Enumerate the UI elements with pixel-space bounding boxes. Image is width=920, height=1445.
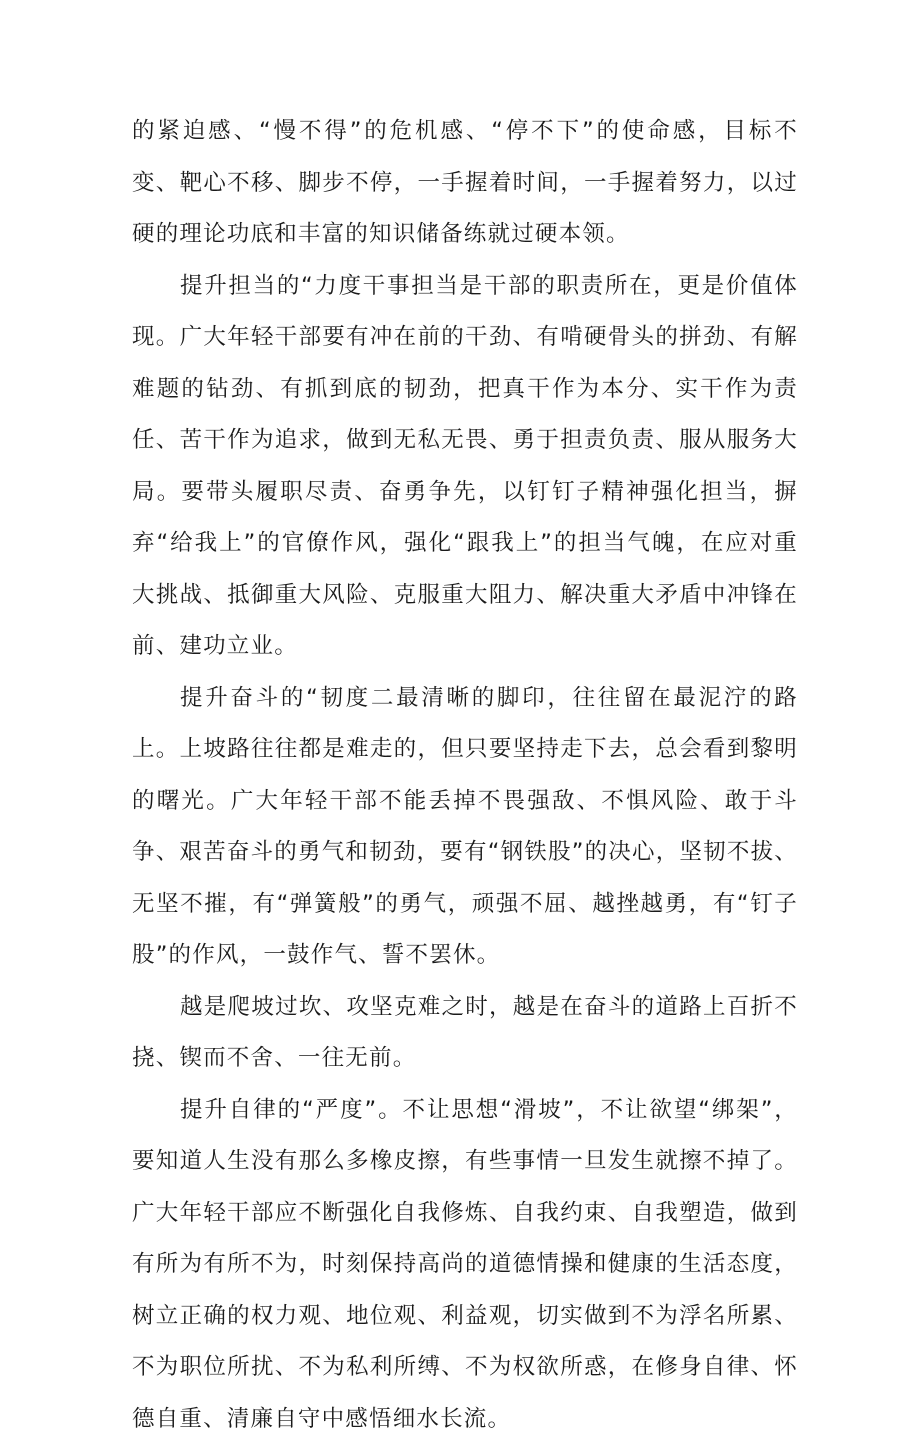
paragraph-continuation: 的紧迫感、“慢不得”的危机感、“停不下”的使命感，目标不变、靶心不移、脚步不停，一手握着时间，一手握着努力，以过硬的理论功底和丰富的知识储备练就过硬本领。 [132, 106, 798, 261]
paragraph-perseverance: 提升奋斗的“韧度二最清晰的脚印，往往留在最泥泞的路上。上坡路往往都是难走的，但只要坚持走下去，总会看到黎明的曙光。广大年轻干部不能丢掉不畏强敌、不惧风险、敢于斗争、艰苦奋斗的勇气和韧劲，要有“钢铁股”的决心，坚韧不拔、无坚不摧，有“弹簧般”的勇气，顽强不屈、越挫越勇，有“钉子股”的作风，一鼓作气、誓不罢休。 [132, 673, 798, 982]
paragraph-struggle: 越是爬坡过坎、攻坚克难之时，越是在奋斗的道路上百折不挠、锲而不舍、一往无前。 [132, 982, 798, 1085]
paragraph-self-discipline: 提升自律的“严度”。不让思想“滑坡”，不让欲望“绑架”，要知道人生没有那么多橡皮擦，有些事情一旦发生就擦不掉了。广大年轻干部应不断强化自我修炼、自我约束、自我塑造，做到有所为有所不为，时刻保持高尚的道德情操和健康的生活态度，树立正确的权力观、地位观、利益观，切实做到不为浮名所累、不为职位所扰、不为私利所缚、不为权欲所惑，在修身自律、怀德自重、清廉自守中感悟细水长流。 [132, 1085, 798, 1445]
document-page [132, 106, 798, 1445]
paragraph-responsibility: 提升担当的“力度干事担当是干部的职责所在，更是价值体现。广大年轻干部要有冲在前的干劲、有啃硬骨头的拼劲、有解难题的钻劲、有抓到底的韧劲，把真干作为本分、实干作为责任、苦干作为追求，做到无私无畏、勇于担责负责、服从服务大局。要带头履职尽责、奋勇争先，以钉钉子精神强化担当，摒弃“给我上”的官僚作风，强化“跟我上”的担当气魄，在应对重大挑战、抵御重大风险、克服重大阻力、解决重大矛盾中冲锋在前、建功立业。 [132, 261, 798, 673]
